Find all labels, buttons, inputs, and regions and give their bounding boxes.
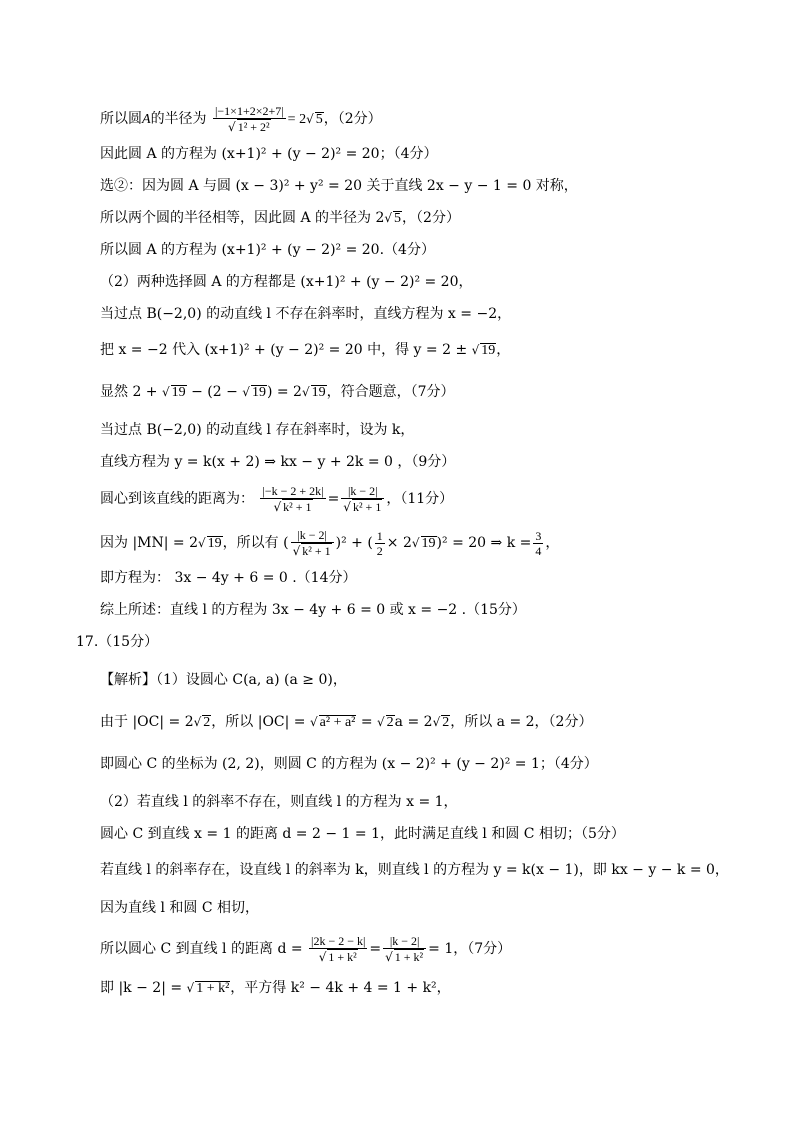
text: 的半径为 bbox=[150, 111, 207, 127]
radicand: 5 bbox=[394, 211, 402, 226]
radicand: 2 bbox=[386, 715, 394, 730]
text: = bbox=[369, 941, 382, 957]
radicand: 2 bbox=[203, 715, 211, 730]
line-distance-d bbox=[100, 934, 511, 964]
line-slope-k: 若直线 l 的斜率存在，设直线 l 的斜率为 k，则直线 l 的方程为 y = k(x − 1)，即 kx − y − k = 0， bbox=[100, 862, 729, 878]
line-obviously bbox=[100, 382, 455, 402]
text: − (2 − bbox=[191, 384, 238, 400]
radicand: 19 bbox=[311, 385, 326, 400]
denominator bbox=[291, 543, 334, 558]
denominator bbox=[341, 499, 384, 514]
numerator: 3 bbox=[535, 528, 542, 543]
text: 所以圆心 C 到直线 l 的距离 d = bbox=[100, 941, 303, 957]
line-line-equation: 直线方程为 y = k(x + 2) ⇒ kx − y + 2k = 0 ，（9分） bbox=[100, 454, 456, 470]
score: ，符合题意，（7分） bbox=[326, 384, 455, 400]
text: 因为 |MN| = 2 bbox=[100, 535, 199, 551]
text: 圆心到该直线的距离为： bbox=[100, 491, 254, 507]
fraction bbox=[375, 529, 385, 558]
radicand: 19 bbox=[171, 385, 186, 400]
line-distance bbox=[100, 484, 453, 514]
radicand: 1² + 2² bbox=[237, 120, 270, 134]
text: 所以圆 bbox=[100, 111, 142, 127]
line-substitute bbox=[100, 340, 510, 360]
radicand: 5 bbox=[315, 112, 323, 127]
fraction bbox=[383, 934, 426, 964]
radicand: k² + 1 bbox=[283, 500, 312, 514]
text: 所以两个圆的半径相等，因此圆 A 的半径为 2 bbox=[100, 210, 385, 226]
text: ，所以有 ( bbox=[222, 535, 289, 551]
line-tangent-2: 因为直线 l 和圆 C 相切， bbox=[100, 900, 259, 916]
radicand: 19 bbox=[251, 385, 266, 400]
var-a: A bbox=[142, 112, 151, 127]
line-result-equation: 即方程为： 3x − 4y + 6 = 0 .（14分） bbox=[100, 570, 357, 586]
numerator: |−1×1+2×2+7| bbox=[215, 104, 284, 118]
line-analysis: 【解析】（1）设圆心 C(a, a) (a ≥ 0)， bbox=[100, 672, 347, 688]
question-17-header: 17.（15分） bbox=[76, 634, 159, 650]
line-square bbox=[100, 978, 451, 998]
numerator: |k − 2| bbox=[341, 484, 384, 499]
numerator: |2k − 2 − k| bbox=[311, 934, 366, 948]
text: × 2 bbox=[386, 535, 412, 551]
fraction bbox=[533, 529, 543, 558]
denominator: 2 bbox=[376, 543, 383, 558]
radicand: 1 + k² bbox=[196, 981, 230, 996]
text: 显然 2 + bbox=[100, 384, 158, 400]
line-mn bbox=[100, 528, 559, 558]
line-part-2-b: （2）若直线 l 的斜率不存在，则直线 l 的方程为 x = 1， bbox=[100, 794, 458, 810]
fraction bbox=[309, 934, 367, 964]
radicand: k² + 1 bbox=[352, 500, 382, 514]
radicand: 19 bbox=[207, 536, 222, 551]
score: ，（2分） bbox=[323, 111, 382, 127]
line-equation-a: 因此圆 A 的方程为 (x+1)² + (y − 2)² = 20；（4分） bbox=[100, 146, 438, 162]
fraction bbox=[213, 104, 286, 134]
denominator bbox=[213, 119, 286, 134]
text: = 2 bbox=[287, 112, 307, 127]
line-has-slope: 当过点 B(−2,0) 的动直线 l 存在斜率时，设为 k， bbox=[100, 422, 415, 438]
denominator bbox=[383, 949, 426, 964]
text: ) = 2 bbox=[266, 384, 302, 400]
line-summary: 综上所述：直线 l 的方程为 3x − 4y + 6 = 0 或 x = −2 .（15分） bbox=[100, 602, 526, 618]
score: ，（11分） bbox=[386, 491, 454, 507]
line-no-slope: 当过点 B(−2,0) 的动直线 l 不存在斜率时，直线方程为 x = −2， bbox=[100, 306, 512, 322]
score: ，所以 a = 2，（2分） bbox=[450, 714, 593, 730]
denominator bbox=[260, 499, 325, 514]
numerator: |k − 2| bbox=[383, 934, 426, 949]
text: 由于 |OC| = 2 bbox=[100, 714, 194, 730]
text: 即 |k − 2| = bbox=[100, 980, 183, 996]
score: ，（2分） bbox=[402, 210, 460, 226]
line-radius-equal bbox=[100, 208, 460, 228]
text: a = 2 bbox=[394, 714, 433, 730]
fraction bbox=[291, 528, 334, 558]
radicand: 1 + k² bbox=[328, 950, 357, 964]
line-center-c: 即圆心 C 的坐标为 (2, 2)，则圆 C 的方程为 (x − 2)² + (y − 2)² = 1；（4分） bbox=[100, 756, 598, 772]
score: = 1，（7分） bbox=[428, 941, 512, 957]
radicand: a² + a² bbox=[319, 715, 356, 730]
line-tangent: 圆心 C 到直线 x = 1 的距离 d = 2 − 1 = 1，此时满足直线 l 和圆 C 相切；（5分） bbox=[100, 826, 625, 842]
numerator: |−k − 2 + 2k| bbox=[262, 484, 324, 498]
fraction bbox=[260, 484, 325, 514]
text: ， bbox=[545, 535, 560, 551]
radicand: 19 bbox=[481, 343, 496, 358]
line-part-2: （2）两种选择圆 A 的方程都是 (x+1)² + (y − 2)² = 20， bbox=[100, 274, 473, 290]
numerator: |k − 2| bbox=[291, 528, 334, 543]
text: ，平方得 k² − 4k + 4 = 1 + k²， bbox=[230, 980, 451, 996]
radicand: 19 bbox=[421, 536, 436, 551]
denominator bbox=[309, 949, 367, 964]
radicand: k² + 1 bbox=[302, 544, 331, 558]
text: 把 x = −2 代入 (x+1)² + (y − 2)² = 20 中，得 y = 2 ± bbox=[100, 342, 468, 358]
line-equation-a-2: 所以圆 A 的方程为 (x+1)² + (y − 2)² = 20.（4分） bbox=[100, 242, 435, 258]
text: ，所以 |OC| = bbox=[211, 714, 306, 730]
denominator: 4 bbox=[535, 543, 542, 558]
numerator: 1 bbox=[376, 528, 383, 543]
radicand: 1 + k² bbox=[394, 950, 424, 964]
text: )² = 20 ⇒ k = bbox=[436, 535, 532, 551]
text: = bbox=[327, 491, 340, 507]
line-oc-length bbox=[100, 712, 592, 732]
text: ， bbox=[496, 342, 511, 358]
line-radius-a bbox=[100, 104, 382, 134]
text: )² + ( bbox=[335, 535, 373, 551]
fraction bbox=[341, 484, 384, 514]
text: = bbox=[360, 714, 373, 730]
line-option-2: 选②：因为圆 A 与圆 (x − 3)² + y² = 20 关于直线 2x − y − 1 = 0 对称， bbox=[100, 178, 578, 194]
radicand: 2 bbox=[442, 715, 450, 730]
